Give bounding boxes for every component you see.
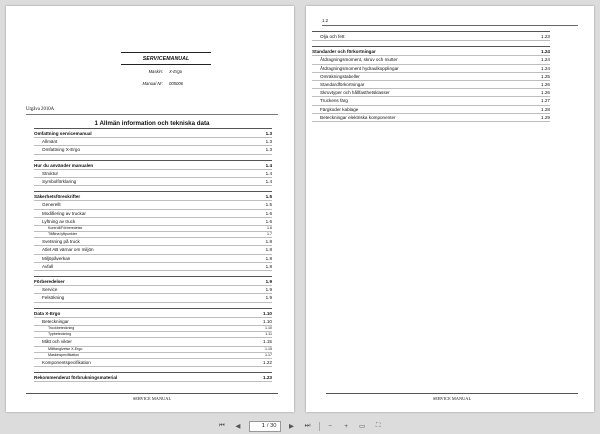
toc-entry-title: Standarder och förkortningar xyxy=(312,49,376,55)
toc-entry-title: Svetsning på truck xyxy=(42,239,80,245)
toc-entry-title: Service xyxy=(42,287,58,293)
toc-entry-title: Atlet AB värnar om miljön xyxy=(42,247,94,253)
toc-left xyxy=(34,128,272,382)
toc-right xyxy=(312,31,550,122)
machine-value: X-Ergo xyxy=(169,69,183,74)
manual-number-value: 005006 xyxy=(169,81,183,86)
toc-entry-row[interactable] xyxy=(34,238,272,246)
toc-entry-page: 1.5 xyxy=(265,194,272,200)
toc-entry-title: Avfall xyxy=(42,263,54,269)
toc-entry-row[interactable] xyxy=(312,81,550,89)
toc-entry-page: 1.9 xyxy=(265,279,272,284)
toc-entry-title: Måttangivelse X-Ergo xyxy=(48,346,83,351)
toc-entry-title: Hur du använder manualen xyxy=(34,162,94,168)
toc-entry-page: 1.23 xyxy=(541,34,550,39)
toc-entry-row[interactable] xyxy=(34,201,272,209)
toc-entry-title: Maskinspecifikation xyxy=(48,352,80,357)
toc-entry-title: Säkerhetsföreskrifter xyxy=(34,194,81,200)
toc-section xyxy=(34,276,272,303)
toolbar-separator xyxy=(319,422,320,431)
zoom-out-icon[interactable]: − xyxy=(328,422,333,430)
toc-entry-title: Modifiering av truckar xyxy=(42,210,86,216)
total-pages: / 30 xyxy=(266,423,277,429)
toc-entry-row[interactable] xyxy=(34,263,272,271)
next-page-icon[interactable]: ▶ xyxy=(289,423,295,430)
machine-label: Maskin: xyxy=(148,69,163,74)
prev-page-icon[interactable]: ◀ xyxy=(235,423,241,430)
header-rule xyxy=(121,52,211,53)
toc-heading-row[interactable] xyxy=(34,193,272,201)
toc-entry-title: Omfattning X-Ergo xyxy=(42,147,81,153)
toc-entry-row[interactable] xyxy=(312,56,550,64)
toc-entry-row[interactable] xyxy=(34,255,272,263)
toc-entry-page: 1.28 xyxy=(541,106,550,112)
toc-entry-row[interactable] xyxy=(34,138,272,146)
toc-entry-title: Truckens färg xyxy=(320,98,348,104)
toc-entry-page: 1.10 xyxy=(263,318,272,324)
toc-entry-title: Omräkningstabeller xyxy=(320,73,360,79)
toc-entry-row[interactable] xyxy=(312,65,550,73)
toc-entry-page: 1.8 xyxy=(265,247,272,253)
toc-entry-title: Struktur xyxy=(42,170,59,176)
chapter-title: 1 Allmän information och tekniska data xyxy=(94,120,210,127)
toc-entry-title: Lyftning av truck xyxy=(42,218,76,224)
toc-section xyxy=(312,46,550,122)
toc-entry-title: Förberedelser xyxy=(34,279,65,284)
toc-entry-row[interactable] xyxy=(34,246,272,254)
toc-entry-title: Åtdragningsmoment, skruv och mutter xyxy=(320,57,398,63)
toc-entry-page: 1.6 xyxy=(265,218,272,224)
toc-entry-title: Symbolförklaring xyxy=(42,178,77,184)
toc-entry-row[interactable] xyxy=(34,318,272,326)
toc-entry-row[interactable] xyxy=(34,170,272,178)
toc-entry-page: 1.3 xyxy=(265,131,272,136)
toc-entry-page: 1.9 xyxy=(265,295,272,301)
toc-entry-title: Data X-Ergo xyxy=(34,310,61,316)
toc-entry-page: 1.8 xyxy=(265,263,272,269)
toc-heading-row[interactable] xyxy=(34,374,272,382)
last-page-icon[interactable]: ⏭ xyxy=(304,422,311,429)
toc-entry-page: 1.3 xyxy=(265,147,272,153)
toc-section xyxy=(34,308,272,368)
current-page-input[interactable] xyxy=(253,423,265,430)
toc-entry-page: 1.24 xyxy=(541,49,550,55)
toc-entry-page: 1.23 xyxy=(263,375,272,381)
toc-section xyxy=(34,191,272,271)
toc-entry-title: Felsökning xyxy=(42,295,65,301)
toc-entry-row[interactable] xyxy=(312,114,550,122)
toc-entry-row[interactable] xyxy=(312,97,550,105)
fullscreen-icon[interactable]: ⛶ xyxy=(375,422,381,429)
toc-entry-page: 1.22 xyxy=(263,359,272,365)
toc-section xyxy=(312,31,550,41)
toc-entry-row[interactable] xyxy=(34,178,272,186)
toc-entry-title: Omfattning servicemanual xyxy=(34,131,92,136)
toc-entry-page: 1.9 xyxy=(265,287,272,293)
toc-entry-row[interactable] xyxy=(312,106,550,114)
toc-entry-title: Färgkoder kablage xyxy=(320,106,359,112)
toc-entry-row[interactable] xyxy=(312,33,550,41)
toc-entry-row[interactable] xyxy=(34,338,272,346)
fit-page-icon[interactable]: ▭ xyxy=(359,423,366,430)
toc-entry-page: 1.24 xyxy=(541,65,550,71)
edition-text: Utgåva 2010A xyxy=(26,107,55,112)
toc-entry-page: 1.15 xyxy=(263,339,272,345)
toc-entry-page: 1.24 xyxy=(541,57,550,63)
toc-entry-title: Beteckningar xyxy=(42,318,69,324)
toc-entry-title: Truckbeteckning xyxy=(48,325,75,330)
toc-entry-title: Kontroll/Förberedelse xyxy=(48,225,83,230)
toc-entry-page: 1.15 xyxy=(265,346,272,351)
toc-entry-title: Beteckningar elektriska komponenter xyxy=(320,114,396,120)
toc-entry-page: 1.7 xyxy=(267,232,272,237)
toc-entry-row[interactable] xyxy=(34,286,272,294)
manual-number-label: Manual Nr: xyxy=(142,81,163,86)
toc-entry-page: 1.29 xyxy=(541,114,550,120)
toc-entry-title: Standardförkortningar xyxy=(320,81,365,87)
toc-entry-title: Rekommenderat förbrukningsmaterial xyxy=(34,375,118,381)
toc-entry-title: Skruvtyper och hållfasthetsklasser xyxy=(320,90,390,96)
toc-section xyxy=(34,372,272,382)
toc-heading-row[interactable] xyxy=(34,130,272,138)
toc-heading-row[interactable] xyxy=(312,48,550,56)
manual-number-row xyxy=(121,81,211,86)
toc-entry-page: 1.4 xyxy=(265,162,272,168)
toc-entry-title: Miljöpåverkan xyxy=(42,255,71,261)
toc-entry-row[interactable] xyxy=(34,218,272,226)
toc-entry-page: 1.26 xyxy=(541,90,550,96)
toc-entry-page: 1.26 xyxy=(541,81,550,87)
toc-heading-row[interactable] xyxy=(34,162,272,170)
toc-entry-row[interactable] xyxy=(312,89,550,97)
toc-heading-row[interactable] xyxy=(34,310,272,318)
toc-entry-title: Typbeteckning xyxy=(48,332,72,337)
toc-section xyxy=(34,128,272,155)
toc-entry-title: Generellt xyxy=(42,202,61,208)
toc-entry-page: 1.6 xyxy=(267,225,272,230)
divider xyxy=(26,114,278,115)
toc-entry-page: 1.10 xyxy=(265,325,272,330)
header-rule xyxy=(121,64,211,65)
toc-entry-row[interactable] xyxy=(34,146,272,154)
page-number: 1.2 xyxy=(322,18,329,23)
toc-section xyxy=(34,160,272,187)
toc-heading-row[interactable] xyxy=(34,278,272,286)
toc-entry-row[interactable] xyxy=(34,359,272,367)
toc-entry-page: 1.8 xyxy=(265,255,272,261)
toc-entry-page: 1.4 xyxy=(265,170,272,176)
toc-entry-row[interactable] xyxy=(34,210,272,218)
toc-entry-page: 1.8 xyxy=(265,239,272,245)
first-page-icon[interactable]: ⏮ xyxy=(218,422,225,429)
pdf-viewer-toolbar xyxy=(0,418,600,434)
manual-header xyxy=(121,50,211,86)
toc-entry-page: 1.5 xyxy=(265,202,272,208)
toc-entry-page: 1.27 xyxy=(541,98,550,104)
page-footer: SERVICE MANUAL xyxy=(26,393,278,401)
toc-entry-page: 1.3 xyxy=(265,139,272,145)
toc-entry-title: Allmänt xyxy=(42,139,58,145)
toc-entry-title: Komponentspecifikation xyxy=(42,359,91,365)
toc-entry-page: 1.10 xyxy=(263,310,272,316)
divider xyxy=(322,25,578,26)
toc-entry-title: Olja och fett xyxy=(320,34,345,39)
zoom-in-icon[interactable]: + xyxy=(344,422,349,430)
toc-entry-row[interactable] xyxy=(312,73,550,81)
toc-entry-page: 1.25 xyxy=(541,73,550,79)
page-footer: SERVICE MANUAL xyxy=(326,393,578,401)
toc-entry-page: 1.6 xyxy=(265,210,272,216)
toc-entry-title: Mått och vikter xyxy=(42,339,72,345)
toc-entry-page: 1.4 xyxy=(265,178,272,184)
machine-row xyxy=(121,69,211,74)
page-navigator xyxy=(249,421,281,432)
toc-entry-page: 1.11 xyxy=(265,332,272,337)
manual-title: SERVICEMANUAL xyxy=(142,56,190,62)
toc-entry-row[interactable] xyxy=(34,294,272,302)
toc-entry-title: Tillåtna lyftpunkter xyxy=(48,232,78,237)
toc-entry-title: Åtdragningsmoment hydraulkopplingar xyxy=(320,65,399,71)
toc-entry-page: 1.17 xyxy=(265,352,272,357)
